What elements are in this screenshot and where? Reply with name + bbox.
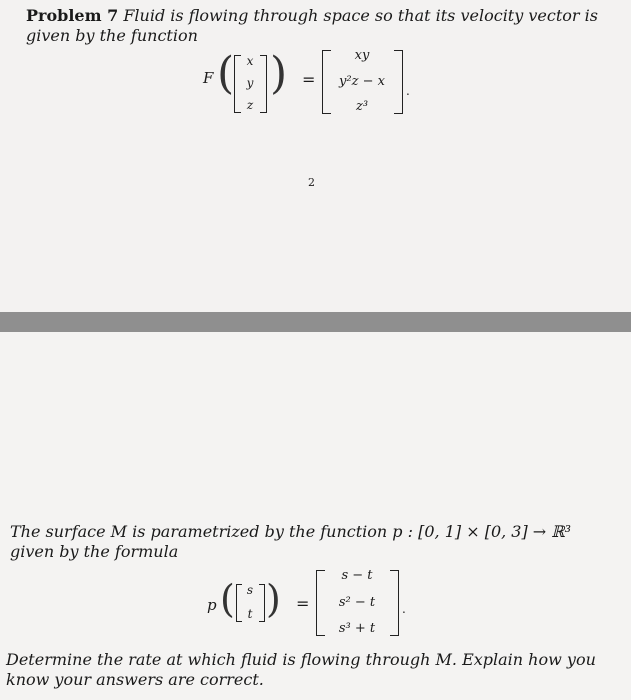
right-bracket (260, 55, 267, 113)
input-z: z (246, 98, 254, 112)
surface-output-3: s³ + t (338, 621, 376, 636)
problem-intro (26, 6, 616, 46)
left-paren-p: ( (220, 577, 235, 621)
output-2: y²z − x (339, 73, 385, 89)
function-name-p: p (207, 596, 217, 614)
right-paren-p: ) (266, 577, 281, 621)
function-name-F: F (203, 69, 214, 87)
right-bracket-p-output (390, 570, 399, 636)
output-1: xy (354, 48, 370, 63)
trailing-period: . (406, 84, 410, 98)
page-number: 2 (308, 176, 315, 189)
surface-output-2: s² − t (338, 594, 376, 610)
problem-label: Problem 7 (26, 6, 119, 25)
input-s: s (246, 583, 254, 597)
page-divider (0, 312, 631, 332)
input-y: y (246, 76, 254, 90)
surface-output-1: s − t (341, 568, 373, 583)
equals-sign-p: = (296, 594, 310, 613)
output-3: z³ (355, 99, 369, 114)
right-bracket-output (394, 50, 403, 114)
input-t: t (247, 607, 253, 621)
right-paren: ) (270, 48, 288, 99)
problem-intro-text: Fluid is flowing through space so that its velocity vector is given by the function (26, 6, 598, 45)
input-x: x (246, 54, 254, 68)
page-top (0, 0, 631, 312)
equals-sign: = (302, 70, 316, 89)
surface-output-vector (324, 568, 390, 636)
left-paren: ( (217, 48, 235, 99)
right-bracket-p-input (259, 584, 265, 622)
output-vector (330, 48, 394, 114)
surface-input-vector (241, 583, 259, 621)
surface-description: The surface M is parametrized by the function p : [0, 1] × [0, 3] → ℝ³ given by the formula (10, 522, 572, 561)
page-bottom (0, 332, 631, 700)
input-vector (240, 54, 260, 112)
trailing-period-p: . (402, 602, 406, 616)
task-text: Determine the rate at which fluid is flowing through M. Explain how you know your answers are correct. (6, 650, 596, 689)
